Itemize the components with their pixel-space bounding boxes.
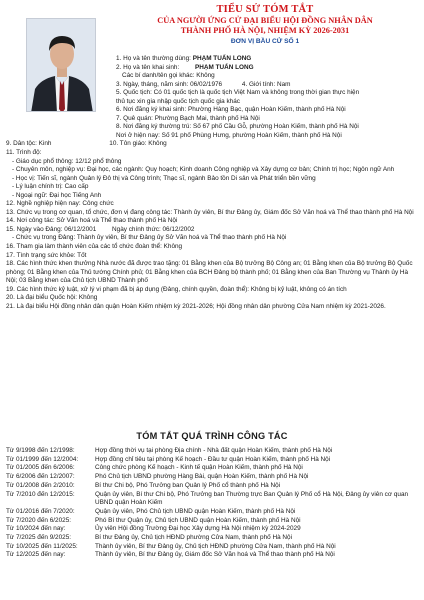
birth-name-label: 2. Họ và tên khai sinh:	[116, 63, 180, 71]
info-row-5b	[6, 98, 420, 107]
electoral-unit: ĐƠN VỊ BẦU CỬ SỐ 1	[230, 38, 300, 45]
career-row	[6, 447, 420, 456]
info-row-6	[6, 106, 420, 115]
current-residence: Nơi ở hiện nay: Số 91 phố Phùng Hưng, phường Hoàn Kiếm, thành phố Hà Nội	[116, 131, 342, 139]
career-description: Phó Chủ tịch UBND phường Hàng Bài, quận Hoàn Kiếm, thành phố Hà Nội	[95, 473, 309, 481]
info-row-11	[6, 149, 420, 158]
info-row-21	[6, 303, 420, 312]
info-row-18	[6, 260, 420, 286]
party-official-date: Ngày chính thức: 06/12/2002	[112, 225, 195, 233]
common-name-value: PHẠM TUẤN LONG	[192, 55, 252, 62]
disciplinary-record: 19. Các hình thức kỷ luật, xử lý vi phạm đã bị áp dụng (Đảng, chính quyền, đoàn thể): Không bị kỷ luật, không có án tích	[6, 285, 347, 293]
birth-registration: 6. Nơi đăng ký khai sinh: Phường Hàng Bạc, quận Hoàn Kiếm, thành phố Hà Nội	[116, 106, 346, 114]
info-row-8a	[6, 123, 420, 132]
council-deputy: 21. Là đại biểu Hội đồng nhân dân quận Hoàn Kiếm nhiệm kỳ 2021-2026; Hội đồng nhân dân phường Cửa Nam nhiệm kỳ 2021-2026.	[6, 302, 386, 310]
gender: 4. Giới tính: Nam	[241, 80, 291, 88]
hometown: 7. Quê quán: Phường Bạch Mai, thành phố Hà Nội	[116, 114, 260, 122]
career-period: Từ 10/2024 đến nay:	[6, 525, 66, 533]
career-history-list	[6, 447, 420, 560]
nationality-line-1: 5. Quốc tịch: Có 01 quốc tịch là quốc tịch Việt Nam và không trong thời gian thực hiện	[116, 89, 360, 97]
aliases-text: Các bí danh/tên gọi khác: Không	[122, 72, 215, 80]
workplace: 14. Nơi công tác: Sở Văn hoá và Thể thao thành phố Hà Nội	[6, 217, 178, 225]
info-row-17	[6, 252, 420, 261]
career-section-title: TÓM TẮT QUÁ TRÌNH CÔNG TÁC	[136, 431, 288, 441]
career-period: Từ 01/2008 đến 2/2010:	[6, 481, 75, 489]
career-period: Từ 6/2006 đến 12/2007:	[6, 473, 75, 481]
career-period: Từ 7/2020 đến 6/2025:	[6, 516, 72, 524]
info-row-12	[6, 200, 420, 209]
common-name-label: 1. Họ và tên thường dùng:	[116, 55, 191, 62]
info-row-20	[6, 294, 420, 303]
info-row-11d	[6, 183, 420, 192]
info-row-aliases	[6, 72, 420, 81]
academic-degree: - Học vị: Tiến sĩ, ngành Quản lý Đô thị và Công trình; Thạc sĩ, ngành Bảo tồn Di sản và Phát triển bền vững	[12, 174, 316, 182]
career-period: Từ 01/2005 đến 6/2006:	[6, 464, 75, 472]
career-period: Từ 01/2016 đến 7/2020:	[6, 507, 75, 515]
foreign-language: - Ngoại ngữ: Đại học Tiếng Anh	[12, 191, 102, 199]
awards: 18. Các hình thức khen thưởng Nhà nước đã được trao tặng: 01 Bằng khen của Bộ trưởng Bộ Công an; 01 Bằng khen của Bộ trưởng Bộ Quốc phòng; 01 Bằng khen của Thủ tướng Chính phủ; 01 Bằng khen của BCH Đảng bộ thành phố; 01 Bằng khen của Ban Thường vụ Thành ủy Hà Nội; 03 Bằng khen của Chủ tịch UBND Thành phố	[6, 260, 413, 285]
professional-qualification: - Chuyên môn, nghiệp vụ: Đại học, các ngành: Quy hoạch; Kinh doanh Công nghiệp và Xây dựng cơ bản; Chính trị học; Ngôn ngữ Anh	[12, 166, 395, 174]
career-description: Bí thư Đảng ủy, Chủ tịch HĐND phường Cửa Nam, thành phố Hà Nội	[95, 534, 292, 542]
career-description: Quận ủy viên, Bí thư Chi bộ, Phó Trưởng ban Thường trực Ban Quản lý Phố cổ Hà Nội, Đảng ủy viên cơ quan UBND quận Hoàn Kiếm	[95, 490, 409, 507]
party-join-date: 15. Ngày vào Đảng: 06/12/2001	[6, 225, 97, 233]
info-row-3-4	[6, 81, 420, 90]
personal-info-section	[6, 55, 420, 311]
info-row-11e	[6, 192, 420, 201]
current-occupation: 12. Nghề nghiệp hiện nay: Công chức	[6, 200, 114, 208]
career-period: Từ 10/2025 đến 11/2025:	[6, 542, 78, 550]
religion: 10. Tôn giáo: Không	[109, 140, 167, 148]
national-assembly-deputy: 20. Là đại biểu Quốc hội: Không	[6, 294, 98, 302]
health-status: 17. Tình trạng sức khỏe: Tốt	[6, 251, 87, 259]
political-theory: - Lý luận chính trị: Cao cấp	[12, 183, 89, 191]
document-subtitle-2: THÀNH PHỐ HÀ NỘI, NHIỆM KỲ 2026-2031	[180, 26, 350, 35]
current-position: 13. Chức vụ trong cơ quan, tổ chức, đơn vị đang công tác: Thành ủy viên, Bí thư Đảng ủy, Giám đốc Sở Văn hoá và Thể thao thành phố Hà Nội	[6, 208, 414, 216]
document-subtitle-1: CỦA NGƯỜI ỨNG CỬ ĐẠI BIỂU HỘI ĐỒNG NHÂN DÂN	[157, 16, 373, 25]
education-heading: 11. Trình độ:	[6, 149, 42, 157]
info-row-14	[6, 217, 420, 226]
career-row	[6, 508, 420, 517]
document-header	[110, 4, 420, 46]
career-row	[6, 491, 420, 508]
career-period: Từ 01/1999 đến 12/2004:	[6, 455, 79, 463]
career-description: Thành ủy viên, Bí thư Đảng ủy, Giám đốc Sở Văn hoá và Thể thao thành phố Hà Nội	[95, 551, 335, 559]
career-period: Từ 9/1998 đến 12/1998:	[6, 447, 75, 454]
date-of-birth: 3. Ngày, tháng, năm sinh: 06/02/1976	[116, 80, 223, 88]
career-description: Bí thư Chi bộ, Phó Trưởng ban Quản lý Phố cổ thành phố Hà Nội	[95, 481, 281, 489]
career-description: Hợp đồng thời vụ tại phòng Địa chính - Nhà đất quận Hoàn Kiếm, thành phố Hà Nội	[95, 447, 333, 454]
permanent-residence: 8. Nơi đăng ký thường trú: Số 67 phố Cầu Gỗ, phường Hoàn Kiếm, thành phố Hà Nội	[116, 123, 359, 131]
career-period: Từ 12/2025 đến nay:	[6, 551, 66, 559]
career-row	[6, 551, 420, 560]
info-row-5a	[6, 89, 420, 98]
info-row-9-10	[6, 140, 420, 149]
info-row-8b	[6, 132, 420, 141]
career-row	[6, 525, 420, 534]
career-row	[6, 464, 420, 473]
career-description: Hợp đồng chỉ tiêu tại phòng Kế hoạch - Đầu tư quận Hoàn Kiếm, thành phố Hà Nội	[95, 455, 331, 463]
info-row-11c	[6, 175, 420, 184]
birth-name-value: PHẠM TUẤN LONG	[195, 63, 254, 71]
organization-membership: 16. Tham gia làm thành viên của các tổ chức đoàn thể: Không	[6, 243, 183, 251]
info-row-1	[6, 55, 420, 64]
ethnicity: 9. Dân tộc: Kinh	[6, 140, 52, 148]
document-title: TIỂU SỬ TÓM TẮT	[216, 4, 314, 15]
info-row-11b	[6, 166, 420, 175]
career-row	[6, 534, 420, 543]
general-education: - Giáo dục phổ thông: 12/12 phổ thông	[12, 157, 122, 165]
career-row	[6, 473, 420, 482]
career-period: Từ 7/2025 đến 9/2025:	[6, 534, 72, 542]
info-row-2	[6, 64, 420, 73]
info-row-15c	[6, 234, 420, 243]
career-period: Từ 7/2010 đến 12/2015:	[6, 490, 75, 498]
career-description: Phó Bí thư Quận ủy, Chủ tịch UBND quận Hoàn Kiếm, thành phố Hà Nội	[95, 516, 301, 524]
career-description: Quận ủy viên, Phó Chủ tịch UBND quận Hoàn Kiếm, thành phố Hà Nội	[95, 507, 296, 515]
nationality-line-2: thủ tục xin gia nhập quốc tịch quốc gia khác	[116, 97, 240, 105]
party-position: - Chức vụ trong Đảng: Thành ủy viên, Bí thư Đảng ủy Sở Văn hoá và Thể thao thành phố Hà Nội	[12, 234, 287, 242]
info-row-16	[6, 243, 420, 252]
career-description: Công chức phòng Kế hoạch - Kinh tế quận Hoàn Kiếm, thành phố Hà Nội	[95, 464, 303, 472]
career-row	[6, 482, 420, 491]
career-description: Ủy viên Hội đồng Trường Đại học Xây dựng Hà Nội nhiệm kỳ 2024-2029	[95, 525, 301, 533]
info-row-11a	[6, 158, 420, 167]
career-description: Thành ủy viên, Bí thư Đảng ủy, Chủ tịch HĐND phường Cửa Nam, thành phố Hà Nội	[95, 542, 336, 550]
